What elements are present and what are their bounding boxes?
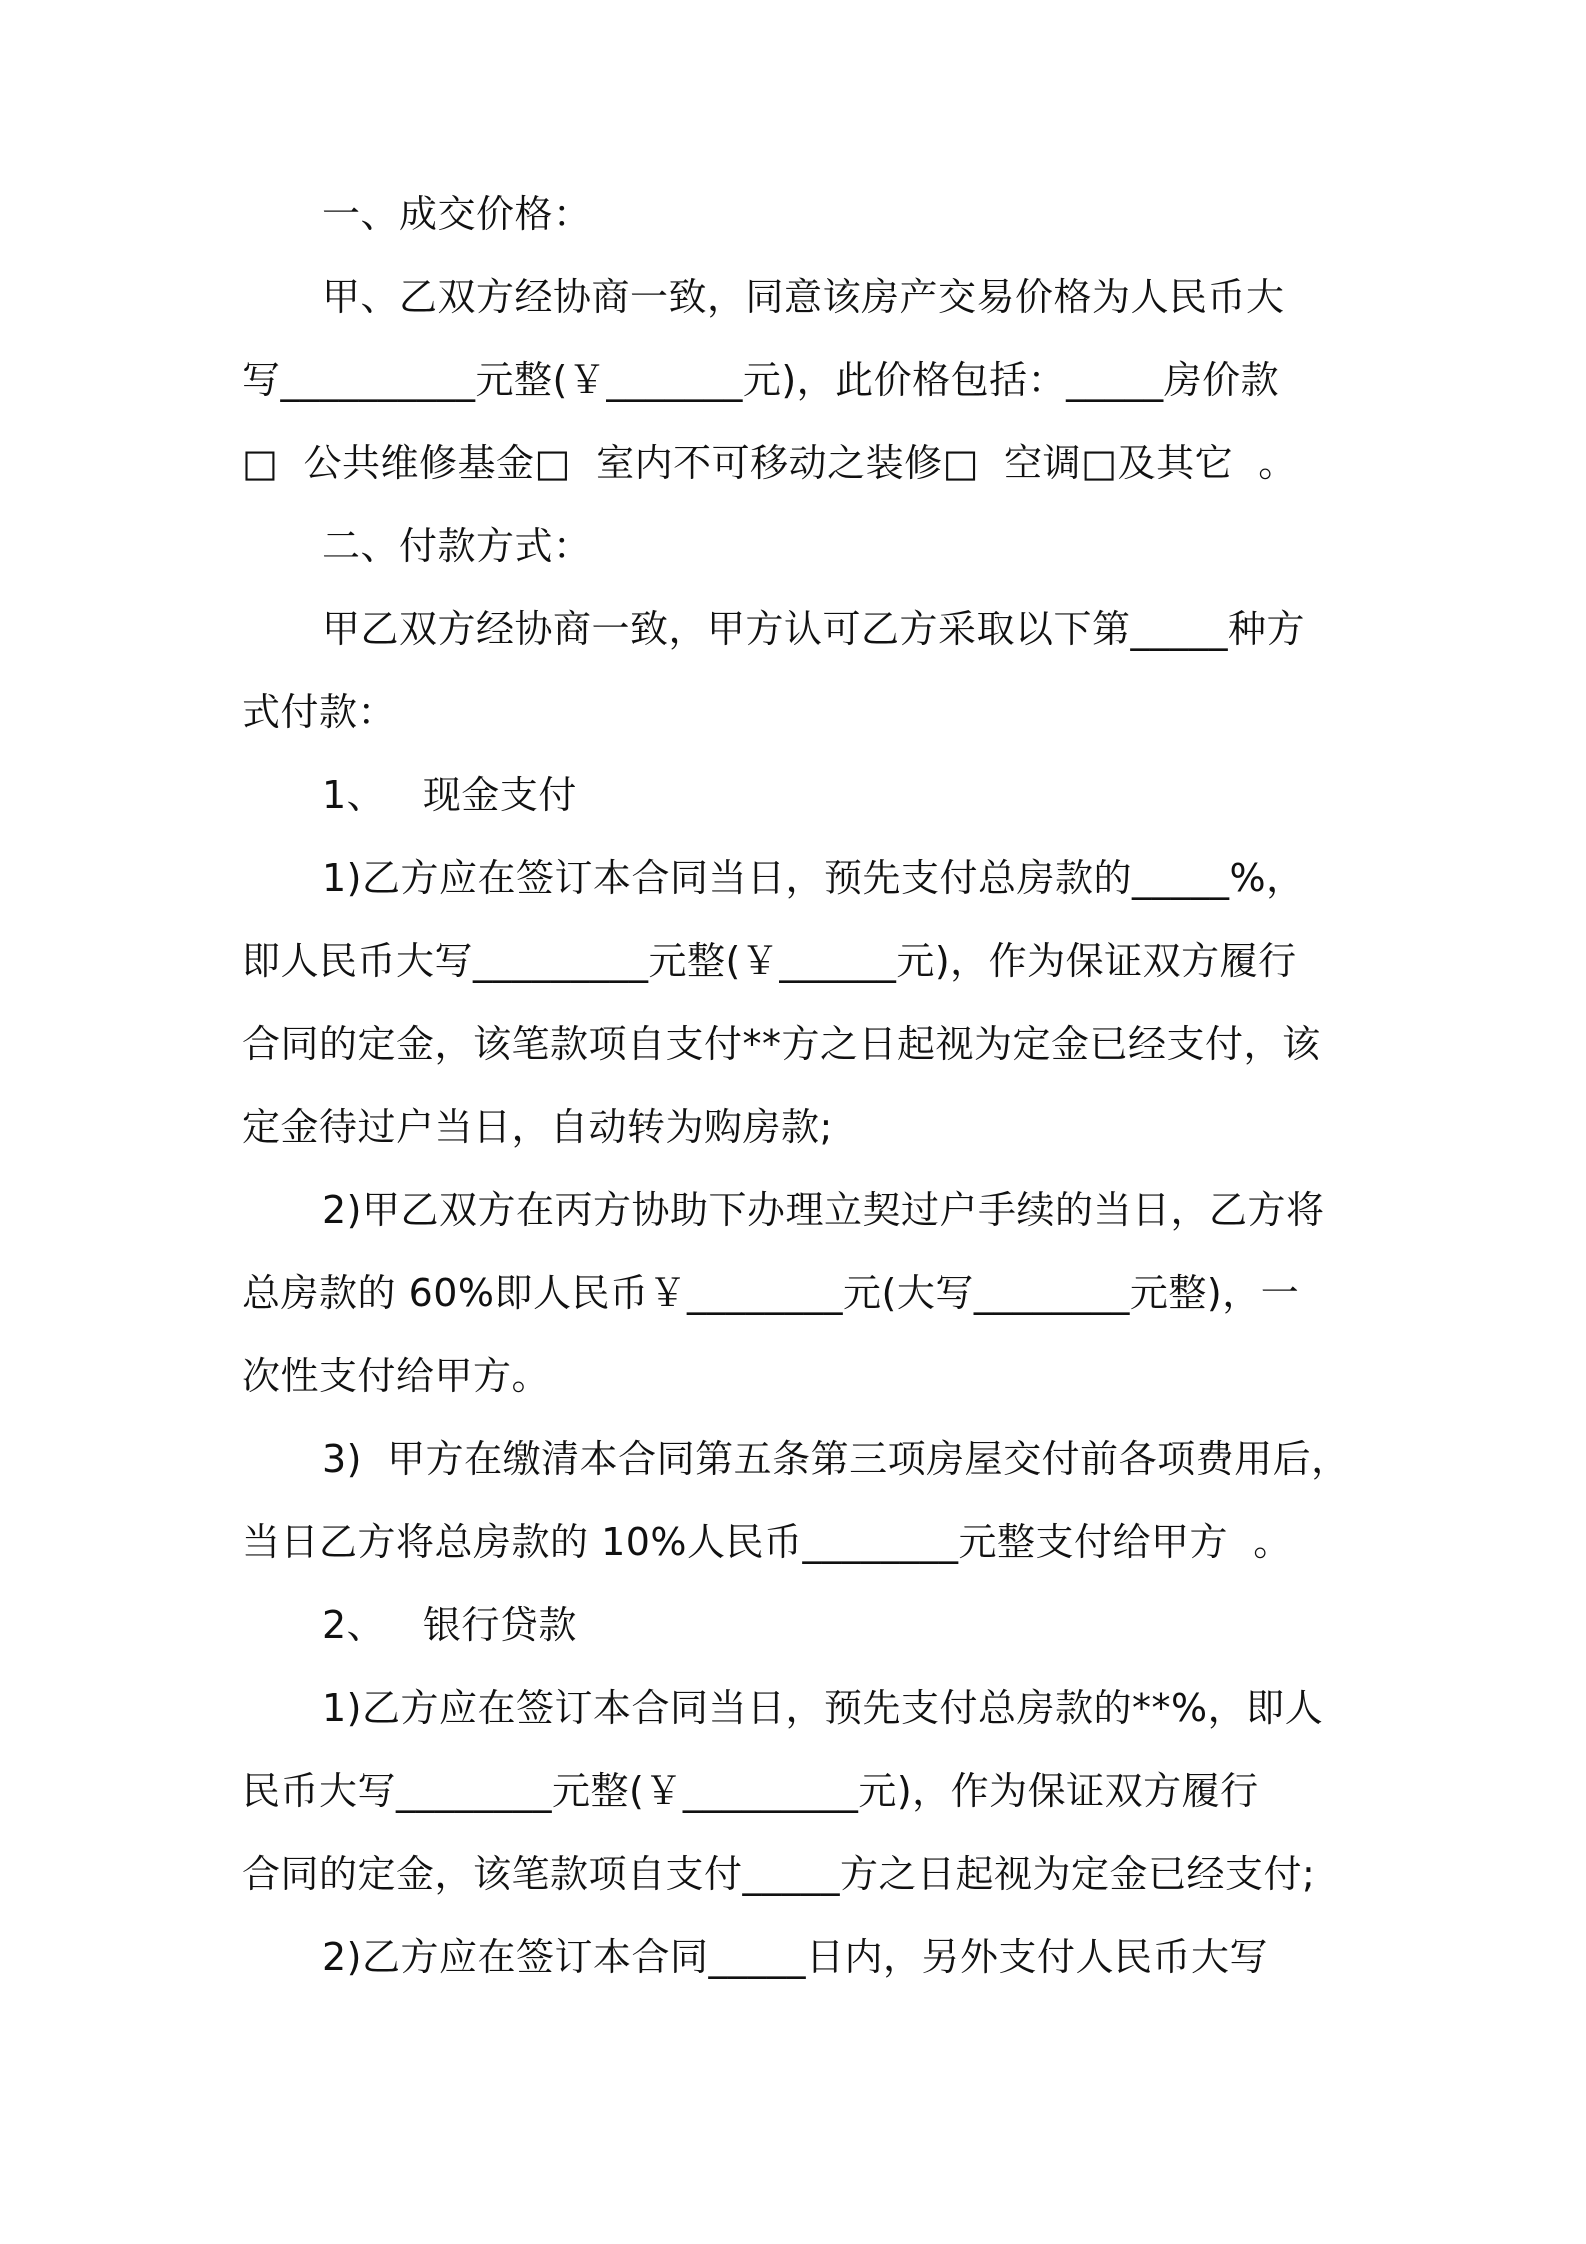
subheading-cash: 1、 现金支付 — [322, 773, 577, 817]
paragraph-line: 2)乙方应在签订本合同_____日内，另外支付人民币大写 — [322, 1935, 1269, 1979]
paragraph-line: □ 公共维修基金□ 室内不可移动之装修□ 空调□及其它 。 — [242, 441, 1297, 485]
paragraph-line: 式付款： — [242, 690, 397, 734]
paragraph-line: 合同的定金，该笔款项自支付_____方之日起视为定金已经支付; — [242, 1852, 1316, 1896]
paragraph-line: 甲乙双方经协商一致，甲方认可乙方采取以下第_____种方 — [322, 607, 1306, 651]
paragraph-line: 总房款的 60%即人民币￥________元(大写________元整)，一 — [242, 1271, 1300, 1315]
subheading-bank-loan: 2、 银行贷款 — [322, 1603, 577, 1647]
paragraph-line: 合同的定金，该笔款项自支付**方之日起视为定金已经支付，该 — [242, 1022, 1321, 1066]
paragraph-line: 甲、乙双方经协商一致，同意该房产交易价格为人民币大 — [322, 275, 1285, 319]
paragraph-line: 2)甲乙双方在丙方协助下办理立契过户手续的当日，乙方将 — [322, 1188, 1325, 1232]
paragraph-line: 即人民币大写_________元整(￥______元)，作为保证双方履行 — [242, 939, 1297, 983]
section-heading-payment: 二、付款方式： — [322, 524, 592, 568]
paragraph-line: 3) 甲方在缴清本合同第五条第三项房屋交付前各项费用后， — [322, 1437, 1350, 1481]
paragraph-line: 写__________元整(￥_______元)，此价格包括：_____房价款 — [242, 358, 1280, 402]
paragraph-line: 民币大写________元整(￥_________元)，作为保证双方履行 — [242, 1769, 1259, 1813]
paragraph-line: 1)乙方应在签订本合同当日，预先支付总房款的_____%， — [322, 856, 1305, 900]
paragraph-line: 次性支付给甲方。 — [242, 1354, 551, 1398]
section-heading-price: 一、成交价格： — [322, 192, 592, 236]
paragraph-line: 定金待过户当日，自动转为购房款; — [242, 1105, 833, 1149]
paragraph-line: 当日乙方将总房款的 10%人民币________元整支付给甲方 。 — [242, 1520, 1292, 1564]
paragraph-line: 1)乙方应在签订本合同当日，预先支付总房款的**%，即人 — [322, 1686, 1324, 1730]
